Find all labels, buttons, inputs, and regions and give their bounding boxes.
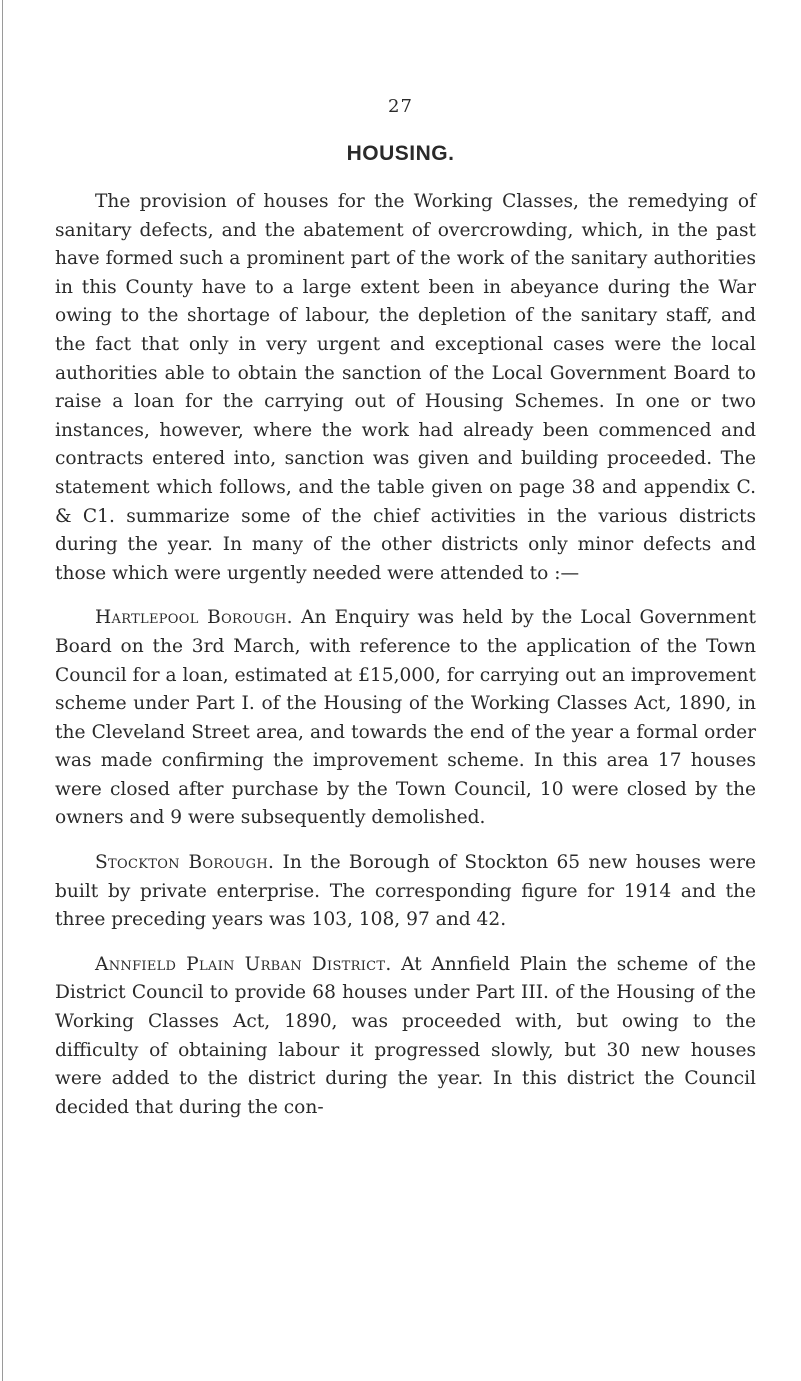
paragraph-lead: Hartlepool Borough. — [95, 607, 293, 629]
paragraph-lead: Annfield Plain Urban District. — [95, 953, 392, 975]
page-number: 27 — [388, 96, 413, 117]
paragraph-text: An Enquiry was held by the Local Government Board on the 3rd March, with reference to the application of the Town Council for a loan, estimated at £15,000, for carrying out an improvement scheme under Part I. of the Housing of the Working Classes Act, 1890, in the Cleveland Street area, and towards the end of the year a formal order was made confirming the improvement scheme. In this area 17 houses were closed after purchase by the Town Council, 10 were closed by the owners and 9 were subsequently demolished. — [55, 607, 757, 829]
paragraph-text: The provision of houses for the Working Classes, the remedying of sanitary defects, and the abatement of overcrowding, which, in the past have formed such a prominent part of the work of the sanitary authorities in this County have to a large extent been in abeyance during the War owing to the shortage of labour, the depletion of the sanitary staff, and the fact that only in very urgent and exceptional cases were the local authorities able to obtain the sanction of the Local Government Board to raise a loan for the carrying out of Housing Schemes. In one or two instances, however, where the work had already been commenced and contracts entered into, sanction was given and building proceeded. The statement which follows, and the table given on page 38 and appendix C. & C1. summarize some of the chief activities in the various districts during the year. In many of the other districts only minor defects and those which were urgently needed were attended to :— — [55, 191, 756, 584]
paragraph-hartlepool — [55, 604, 756, 833]
page-title: HOUSING. — [346, 142, 455, 165]
paragraph-lead: Stockton Borough. — [95, 852, 275, 874]
paragraph-text: At Annfield Plain the scheme of the District Council to provide 68 houses under Part III. of the Housing of the Working Classes Act, 1890, was proceeded with, but owing to the difficulty of obtaining labour it progressed slowly, but 30 new houses were added to the district during the year. In this district the Council decided that during the con- — [55, 953, 757, 1118]
body-text — [55, 188, 756, 1138]
page-edge-rule — [2, 0, 3, 1381]
paragraph-text: In the Borough of Stockton 65 new houses were built by private enterprise. The corresponding figure for 1914 and the three preceding years was 103, 108, 97 and 42. — [55, 852, 756, 931]
paragraph-stockton — [55, 849, 756, 935]
paragraph-intro — [55, 188, 756, 588]
paragraph-annfield-plain — [55, 951, 756, 1123]
